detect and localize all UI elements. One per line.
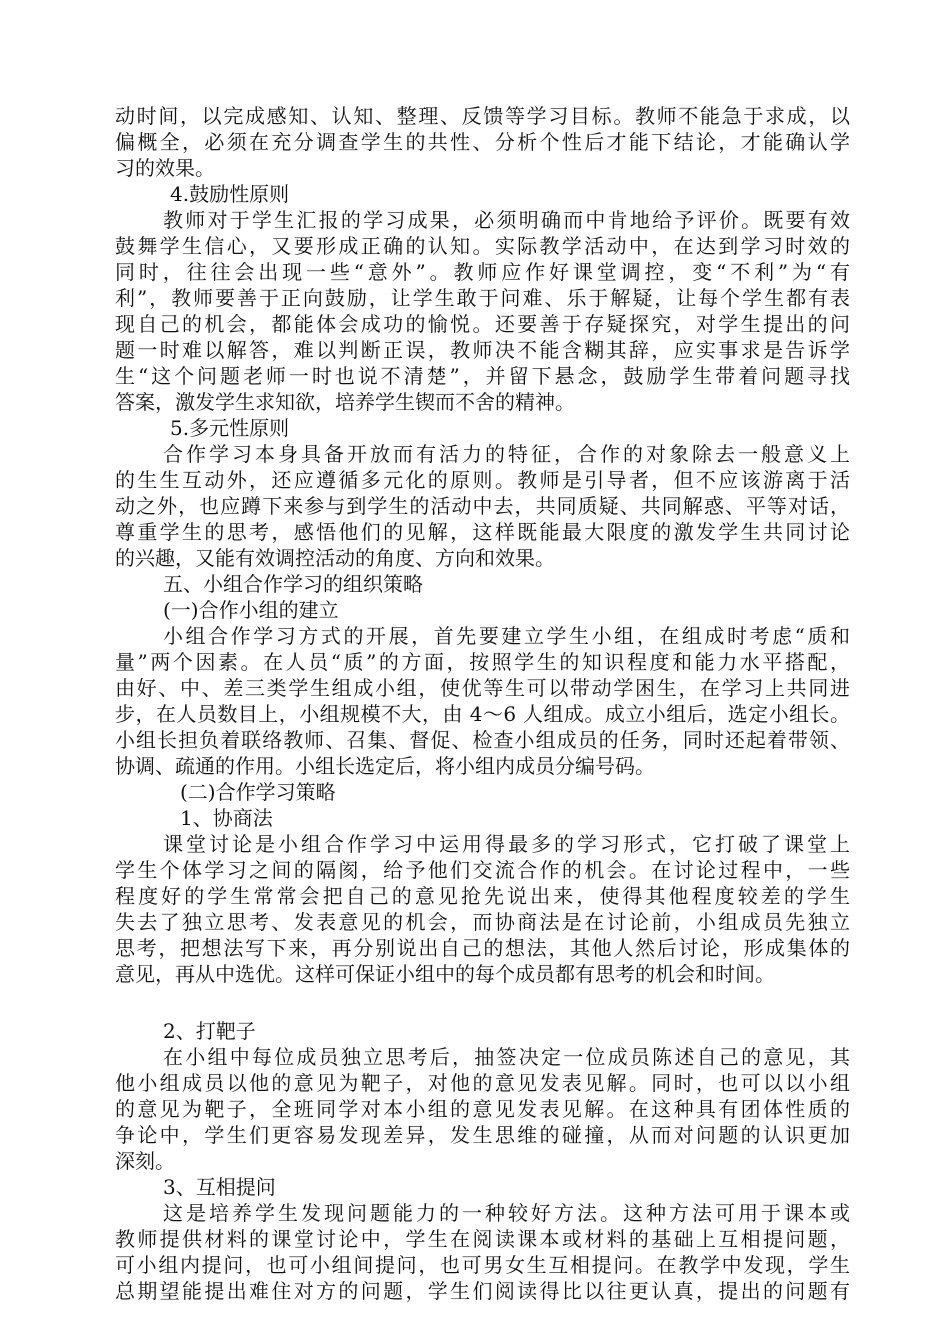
text-line: 学生个体学习之间的隔阂，给予他们交流合作的机会。在讨论过程中，一些 (115, 858, 850, 882)
text-line: 合作学习本身具备开放而有活力的特征，合作的对象除去一般意义上 (163, 442, 850, 466)
text-line: 教师对于学生汇报的学习成果，必须明确而中肯地给予评价。既要有效 (163, 208, 850, 232)
text-line: 的意见为靶子，全班同学对本小组的意见发表见解。在这种具有团体性质的 (115, 1097, 850, 1121)
text-line: 步，在人员数目上，小组规模不大，由 4～6 人组成。成立小组后，选定小组长。 (115, 702, 850, 726)
text-line: 深刻。 (115, 1149, 175, 1173)
text-line: 的生生互动外，还应遵循多元化的原则。教师是引导者，但不应该游离于活 (115, 468, 850, 492)
text-line: 现自己的机会，都能体会成功的愉悦。还要善于存疑探究，对学生提出的问 (115, 312, 850, 336)
text-line: 总期望能提出难住对方的问题，学生们阅读得比以往更认真，提出的问题有 (115, 1279, 850, 1303)
text-line: 鼓舞学生信心，又要形成正确的认知。实际教学活动中，在达到学习时效的 (115, 234, 850, 258)
text-line: 争论中，学生们更容易发现差异，发生思维的碰撞，从而对问题的认识更加 (115, 1123, 850, 1147)
text-line: 同时，往往会出现一些“意外”。教师应作好课堂调控，变“不利”为“有 (115, 260, 850, 284)
text-line: 动之外，也应蹲下来参与到学生的活动中去，共同质疑、共同解惑、平等对话， (115, 494, 850, 518)
section-heading: 5.多元性原则 (170, 416, 290, 440)
text-line: 教师提供材料的课堂讨论中，学生在阅读课本或材料的基础上互相提问题， (115, 1227, 850, 1251)
text-line: 思考，把想法写下来，再分别说出自己的想法，其他人然后讨论，形成集体的 (115, 936, 850, 960)
text-line: 生“这个问题老师一时也说不清楚”，并留下悬念，鼓励学生带着问题寻找 (115, 364, 850, 388)
section-heading: 2、打靶子 (163, 1019, 256, 1043)
text-line: 由好、中、差三类学生组成小组，使优等生可以带动学困生，在学习上共同进 (115, 676, 850, 700)
text-line: 失去了独立思考、发表意见的机会，而协商法是在讨论前，小组成员先独立 (115, 910, 850, 934)
text-line: 程度好的学生常常会把自己的意见抢先说出来，使得其他程度较差的学生 (115, 884, 850, 908)
text-line: 量”两个因素。在人员“质”的方面，按照学生的知识程度和能力水平搭配， (115, 650, 850, 674)
text-line: 这是培养学生发现问题能力的一种较好方法。这种方法可用于课本或 (163, 1201, 850, 1225)
text-line: 题一时难以解答，难以判断正误，教师决不能含糊其辞，应实事求是告诉学 (115, 338, 850, 362)
text-line: 在小组中每位成员独立思考后，抽签决定一位成员陈述自己的意见，其 (163, 1045, 850, 1069)
section-heading: 五、小组合作学习的组织策略 (163, 572, 423, 596)
text-line: 尊重学生的思考，感悟他们的见解，这样既能最大限度的激发学生共同讨论 (115, 520, 850, 544)
section-heading: (二)合作学习策略 (180, 780, 336, 804)
text-line: 偏概全，必须在充分调查学生的共性、分析个性后才能下结论，才能确认学 (115, 130, 850, 154)
text-line: 课堂讨论是小组合作学习中运用得最多的学习形式，它打破了课堂上 (163, 832, 850, 856)
text-line: 利”，教师要善于正向鼓励，让学生敢于问难、乐于解疑，让每个学生都有表 (115, 286, 850, 310)
section-heading: 4.鼓励性原则 (170, 182, 290, 206)
text-line: 小组合作学习方式的开展，首先要建立学生小组，在组成时考虑“质和 (163, 624, 850, 648)
text-line: 动时间，以完成感知、认知、整理、反馈等学习目标。教师不能急于求成，以 (115, 104, 850, 128)
text-line: 的兴趣，又能有效调控活动的角度、方向和效果。 (115, 546, 555, 570)
text-line: 答案，激发学生求知欲，培养学生锲而不舍的精神。 (115, 390, 575, 414)
text-line: 习的效果。 (115, 156, 215, 180)
text-line: 他小组成员以他的意见为靶子，对他的意见发表见解。同时，也可以以小组 (115, 1071, 850, 1095)
text-line: 意见，再从中选优。这样可保证小组中的每个成员都有思考的机会和时间。 (115, 962, 775, 986)
text-line: 小组长担负着联络教师、召集、督促、检查小组成员的任务，同时还起着带领、 (115, 728, 850, 752)
text-line: 协调、疏通的作用。小组长选定后，将小组内成员分编号码。 (115, 754, 655, 778)
section-heading: (一)合作小组的建立 (163, 598, 339, 622)
section-heading: 3、互相提问 (163, 1175, 276, 1199)
text-line: 可小组内提问，也可小组间提问，也可男女生互相提问。在教学中发现，学生 (115, 1253, 850, 1277)
section-heading: 1、协商法 (180, 806, 273, 830)
